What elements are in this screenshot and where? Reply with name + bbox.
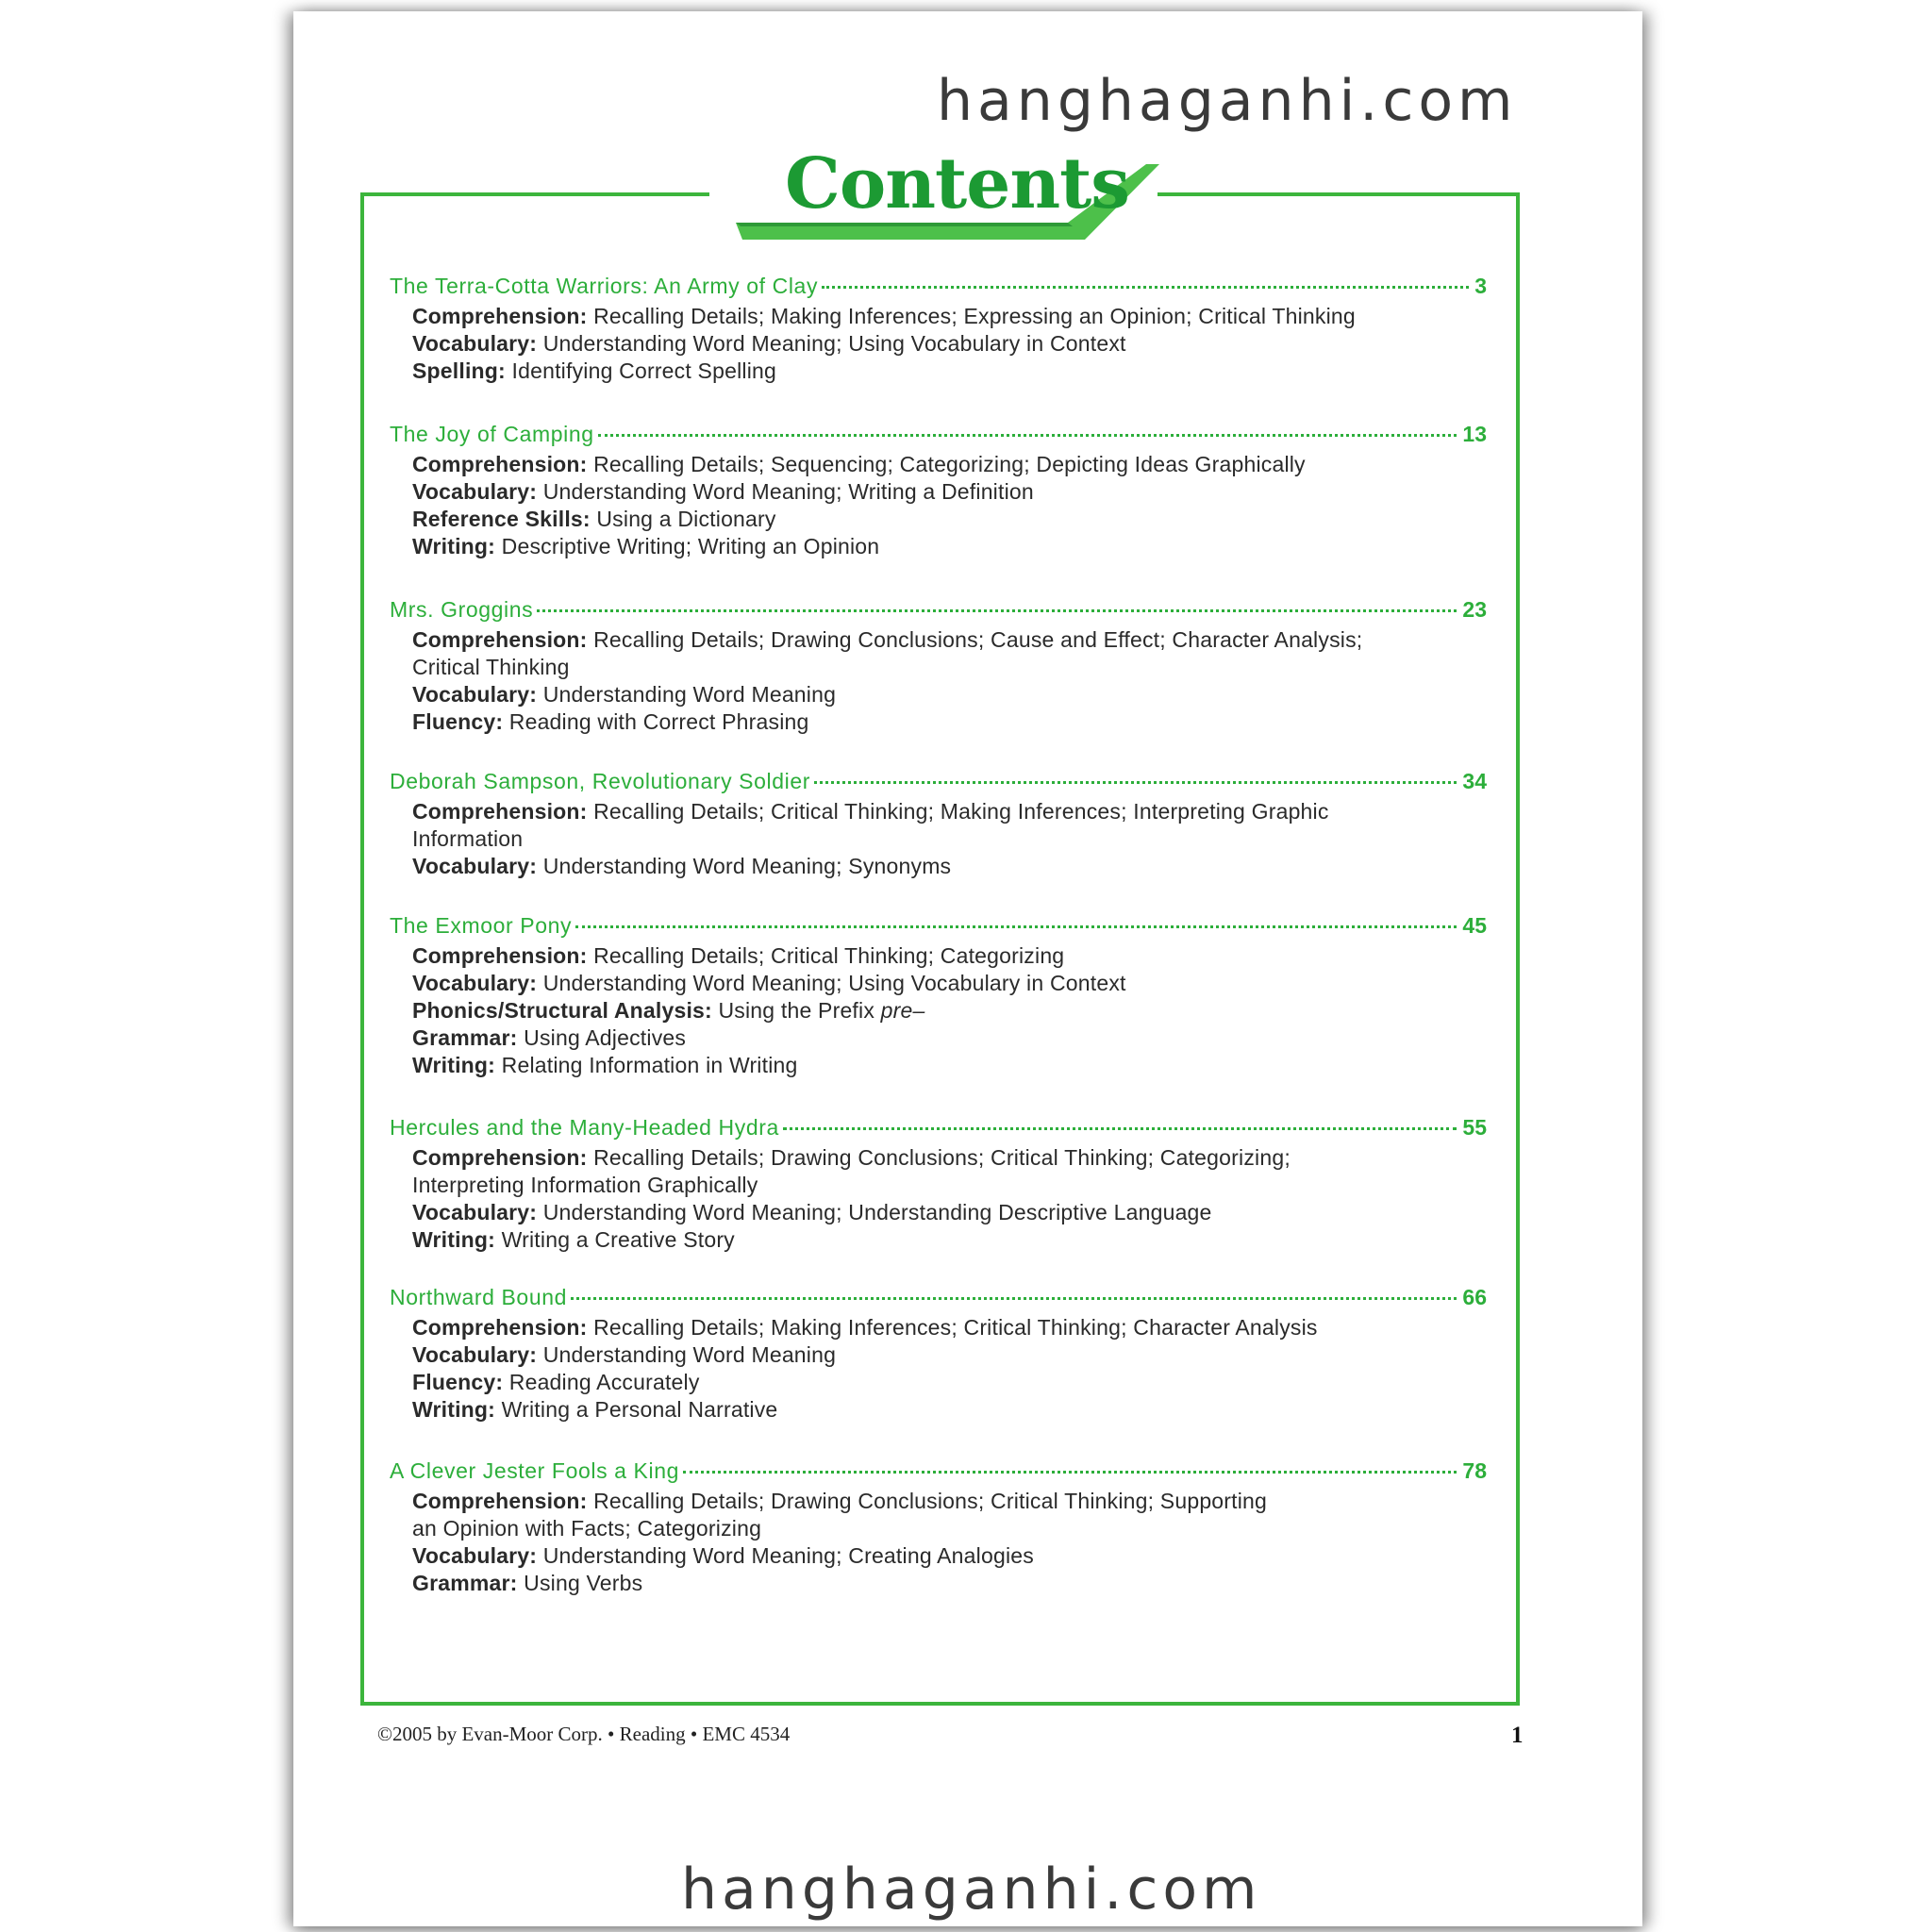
entry-page-number: 34 [1462, 769, 1487, 793]
entry-title: Mrs. Groggins [390, 597, 534, 622]
skill-label: Vocabulary: [412, 1342, 538, 1367]
skill-text: Recalling Details; Critical Thinking; Making Inferences; Interpreting Graphic [593, 799, 1329, 824]
entry-page-number: 66 [1462, 1285, 1487, 1309]
page-number: 1 [1511, 1723, 1524, 1748]
skill-label: Comprehension: [412, 304, 588, 328]
skill-text: Using a Dictionary [596, 507, 776, 531]
page-title: Contents [785, 143, 1129, 225]
entry-page-number: 78 [1462, 1458, 1487, 1483]
skill-label: Comprehension: [412, 943, 588, 968]
skill-line [412, 1341, 1487, 1369]
entry-heading[interactable] [390, 769, 1487, 797]
contents-entry [390, 913, 1487, 1079]
skill-line-continuation: an Opinion with Facts; Categorizing [412, 1516, 762, 1541]
skill-line [412, 1024, 1487, 1052]
skill-line-continuation: Information [412, 826, 524, 851]
skill-label: Comprehension: [412, 1145, 588, 1170]
skill-line [412, 942, 1487, 970]
skill-label: Spelling: [412, 358, 506, 383]
skill-label: Grammar: [412, 1571, 518, 1595]
skill-line [412, 626, 1487, 654]
contents-entry [390, 769, 1487, 880]
skill-line [412, 1488, 1487, 1515]
dot-leader [575, 925, 1457, 928]
skill-text: Writing a Personal Narrative [501, 1397, 778, 1422]
skill-label: Vocabulary: [412, 971, 538, 995]
skill-line [412, 970, 1487, 997]
skill-text: Understanding Word Meaning; Writing a Definition [542, 479, 1034, 504]
skill-text: Descriptive Writing; Writing an Opinion [501, 534, 880, 558]
skill-text: Understanding Word Meaning [542, 1342, 837, 1367]
skill-line [412, 330, 1487, 358]
dot-leader [598, 434, 1457, 437]
skill-label: Writing: [412, 1397, 496, 1422]
skill-line [412, 1570, 1487, 1597]
skill-line [412, 506, 1487, 533]
skill-text: Identifying Correct Spelling [511, 358, 776, 383]
skill-line [412, 303, 1487, 330]
skill-text: Writing a Creative Story [501, 1227, 735, 1252]
skill-text: Using the Prefix [718, 998, 875, 1023]
entry-page-number: 55 [1462, 1115, 1487, 1140]
dot-leader [537, 609, 1457, 612]
skill-line [412, 853, 1487, 880]
watermark-top: hanghaganhi.com [937, 68, 1518, 134]
skill-text: Recalling Details; Drawing Conclusions; Cause and Effect; Character Analysis; [593, 627, 1363, 652]
skill-text: Understanding Word Meaning; Synonyms [542, 854, 952, 878]
skill-text: Recalling Details; Making Inferences; Expressing an Opinion; Critical Thinking [593, 304, 1356, 328]
dot-leader [683, 1471, 1457, 1474]
entry-title: The Joy of Camping [390, 422, 594, 446]
entry-page-number: 13 [1462, 422, 1487, 446]
skill-line [412, 997, 1487, 1024]
skill-text: Recalling Details; Making Inferences; Critical Thinking; Character Analysis [593, 1315, 1318, 1340]
skill-label: Fluency: [412, 1370, 504, 1394]
copyright-footer: ©2005 by Evan-Moor Corp. • Reading • EMC 4534 [377, 1723, 791, 1745]
contents-entry [390, 422, 1487, 560]
skill-label: Comprehension: [412, 1315, 588, 1340]
entry-heading[interactable] [390, 913, 1487, 941]
entry-heading[interactable] [390, 1458, 1487, 1487]
skill-text: Understanding Word Meaning; Using Vocabulary in Context [542, 331, 1126, 356]
entry-heading[interactable] [390, 597, 1487, 625]
skill-line [412, 1314, 1487, 1341]
dot-leader [814, 781, 1457, 784]
dot-leader [783, 1127, 1457, 1130]
skill-line [412, 1369, 1487, 1396]
skill-text: Using Adjectives [524, 1025, 687, 1050]
skill-line [412, 1542, 1487, 1570]
skill-text: Reading with Correct Phrasing [508, 709, 809, 734]
skill-text: Reading Accurately [508, 1370, 700, 1394]
skill-label: Writing: [412, 1227, 496, 1252]
skill-text: Recalling Details; Drawing Conclusions; Critical Thinking; Categorizing; [593, 1145, 1291, 1170]
skill-label: Grammar: [412, 1025, 518, 1050]
skill-line [412, 358, 1487, 385]
entry-title: The Exmoor Pony [390, 913, 573, 938]
skill-label: Reference Skills: [412, 507, 591, 531]
entry-title: Deborah Sampson, Revolutionary Soldier [390, 769, 810, 793]
entry-page-number: 45 [1462, 913, 1487, 938]
skill-label: Comprehension: [412, 452, 588, 476]
skill-text: Understanding Word Meaning [542, 682, 837, 707]
skill-line [412, 1199, 1487, 1226]
entry-title: Northward Bound [390, 1285, 567, 1309]
skill-line [412, 533, 1487, 560]
skill-label: Fluency: [412, 709, 504, 734]
contents-entry [390, 274, 1487, 385]
skill-label: Vocabulary: [412, 1543, 538, 1568]
skill-text: Understanding Word Meaning; Creating Analogies [542, 1543, 1034, 1568]
entry-heading[interactable] [390, 1285, 1487, 1313]
dot-leader [822, 286, 1469, 289]
skill-label: Writing: [412, 1053, 496, 1077]
contents-entry [390, 1115, 1487, 1254]
skill-line [412, 478, 1487, 506]
skill-label: Vocabulary: [412, 854, 538, 878]
skill-line [412, 798, 1487, 825]
skill-text: Understanding Word Meaning; Understanding Descriptive Language [542, 1200, 1212, 1224]
watermark-bottom: hanghaganhi.com [681, 1857, 1262, 1923]
entry-page-number: 3 [1474, 274, 1487, 298]
dot-leader [571, 1297, 1457, 1300]
skill-line [412, 1144, 1487, 1172]
skill-label: Writing: [412, 534, 496, 558]
skill-label: Vocabulary: [412, 1200, 538, 1224]
skill-label: Comprehension: [412, 627, 588, 652]
contents-entry [390, 1458, 1487, 1597]
skill-text: Understanding Word Meaning; Using Vocabulary in Context [542, 971, 1126, 995]
skill-label: Vocabulary: [412, 331, 538, 356]
skill-text: Recalling Details; Sequencing; Categorizing; Depicting Ideas Graphically [593, 452, 1306, 476]
skill-text: Using Verbs [524, 1571, 643, 1595]
skill-line-continuation: Critical Thinking [412, 655, 570, 679]
entry-heading[interactable] [390, 422, 1487, 450]
entry-title: Hercules and the Many-Headed Hydra [390, 1115, 779, 1140]
skill-label: Vocabulary: [412, 682, 538, 707]
skill-text: Recalling Details; Critical Thinking; Categorizing [593, 943, 1065, 968]
skill-text: Recalling Details; Drawing Conclusions; Critical Thinking; Supporting [593, 1489, 1268, 1513]
skill-line [412, 681, 1487, 708]
skill-line [412, 451, 1487, 478]
skill-label: Comprehension: [412, 799, 588, 824]
skill-line [412, 1226, 1487, 1254]
skill-text: Relating Information in Writing [501, 1053, 798, 1077]
skill-line [412, 1052, 1487, 1079]
entry-page-number: 23 [1462, 597, 1487, 622]
contents-entry [390, 597, 1487, 736]
skill-label: Vocabulary: [412, 479, 538, 504]
entry-title: A Clever Jester Fools a King [390, 1458, 679, 1483]
entry-heading[interactable] [390, 1115, 1487, 1143]
skill-label: Phonics/Structural Analysis: [412, 998, 712, 1023]
skill-line [412, 1396, 1487, 1424]
contents-entry [390, 1285, 1487, 1424]
skill-line-continuation: Interpreting Information Graphically [412, 1173, 758, 1197]
entry-title: The Terra-Cotta Warriors: An Army of Clay [390, 274, 819, 298]
skill-label: Comprehension: [412, 1489, 588, 1513]
skill-line [412, 708, 1487, 736]
skill-text-italic: pre– [880, 998, 925, 1023]
entry-heading[interactable] [390, 274, 1487, 302]
